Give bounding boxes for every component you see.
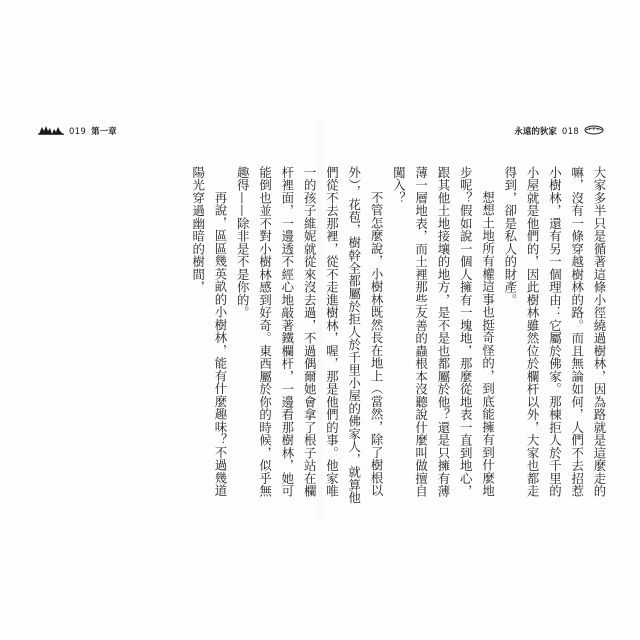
- paragraph: 再說，區區幾英畝的小樹林，能有什麼趣味？不過幾道陽光穿過幽暗的樹間，: [190, 166, 228, 497]
- right-page: [190, 0, 640, 640]
- left-page-header: [38, 125, 117, 139]
- leaf-logo-icon: [584, 125, 604, 140]
- left-page-number: 019: [69, 127, 87, 137]
- right-page-body: [190, 166, 610, 506]
- book-title-label: 永遠的狄家: [514, 127, 557, 137]
- tree-logo-icon: [38, 125, 64, 140]
- paragraph: 不管怎麼說，小樹林既然長在地上（當然，除了樹根以外），花苞，樹幹全都屬於拒人於千里小屋的佛家人，就算他們從不去那裡，從不走進樹林，喔，那是他們的事。他家唯一的孩子維妮就從來沒去過，不過偶爾她會拿了根子站在欄杆裡面，一邊透不經心地敲著鐵欄杆，一邊看那樹林，她可能倒也並不對小樹林感到好奇。東西屬於你的時候，似乎無趣得——除非是不是你的。: [235, 166, 385, 505]
- paragraph: 大家多半只是循著這條小徑繞過樹林，因為路就是這麼走的嘛，沒有一條穿越樹林的路。而且無論如何，人們不去招惹小樹林，還有另一個理由：它屬於佛家。那棟拒人於千里的小屋就是他們的，因此樹林雖然位於欄杆以外，大家也都走得到，卻是私人的財產。: [502, 166, 607, 498]
- right-page-number: 018: [561, 127, 579, 137]
- chapter-label: 第一章: [91, 127, 117, 137]
- right-page-header: [514, 125, 604, 139]
- book-gutter: [318, 120, 322, 520]
- paragraph: 想想土地所有權這事也挺奇怪的，到底能擁有到什麼地步呢？假如說一個人擁有一塊地，那麼從地表一直到地心，跟其他土地接壤的地方，是不是也都屬於他？還是只擁有薄薄一層地表，而土裡那些友善的蟲根本沒聽說什麼叫做擅自闖入？: [391, 166, 496, 498]
